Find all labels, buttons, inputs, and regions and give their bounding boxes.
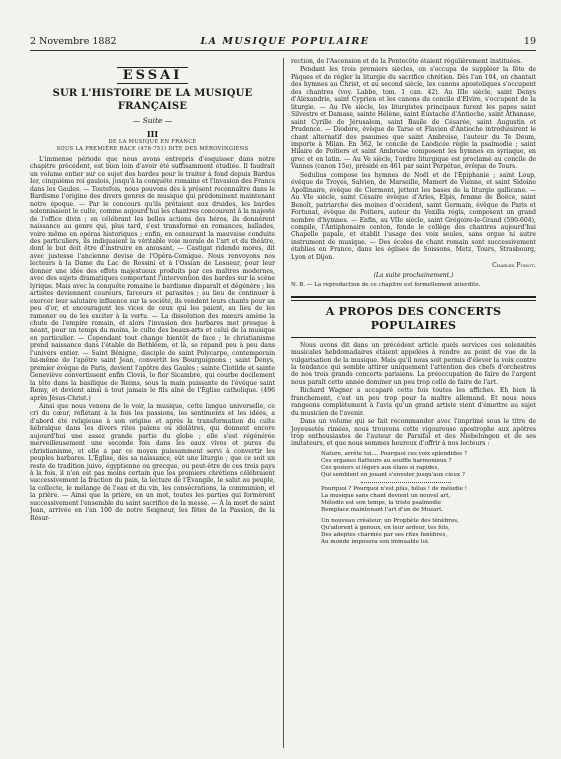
concerts-title: A PROPOS DES CONCERTS POPULAIRES [325,304,502,332]
continuation-note: (La suite prochainement.) [373,271,454,279]
poem-line: Qui semblent en jouant s'envoler jusqu'aux cieux ? [321,471,465,478]
article-paragraph: Ainsi que nous venons de le voir, la musique, cette langue universelle, ce cri du cœur, reflétant à la fois les passions, les sentiments et les idées, a d'abord été religieuse à son origine et après la transformation du culte hébraïque dans les divers rites païens ou idolâtres, qui donnent encore aujourd'hui une assez grande partie du globe ; elle s'est régénérée merveilleusement une seconde fois dans les eaux vives et pures du christianisme, et elle a par ce moyen puissamment servi à convertir les peuples barbares. L'Église, dès sa naissance, eût une liturgie ; que ce soit un reste de tradition juive, égyptienne ou grecque, ou peut-être de ces trois pays à la fois, il n'en est pas moins certain que les premiers chrétiens célébraient successivement la fraction du pain, la lecture de l'Évangile, le salut au peuple, la collecte, le mélange de l'eau et du vin, les consécrations, la communion, et la prière. — Ainsi que la prière, en un mot, toutes les parties qui formèrent successivement l'ensemble du saint sacrifice de la messe. — À la mort de saint Jean, arrivée en l'an 100 de notre Seigneur, les fêtes de la Passion, de la Résur- [30,402,275,522]
left-column [30,58,275,522]
poem-line: Nature, arrête toi.... Pourquoi ces voix splendides ? [321,450,467,457]
article-paragraph: Pendant les trois premiers siècles, on s'occupa de suppléer la fête de Pâques et de régler la liturgie du sacrifice chrétien. Dès l'an 104, on chantait des hymnes au Christ, et au second siècle, les canons apostoliques s'occupent des chantres (voy. Labbe, tom. 1 can. 42). Au IIIe siècle, saint Denys d'Alexandrie, saint Cyprien et les canons du concile d'Elvire, s'occupent de la liturgie. — Au IVe siècle, les liturgistes principaux furent les papes saint Silvestre et Damase, sainte Hélène, saint Eustache d'Antioche, saint Athanase, saint Cyrille de Jérusalem, saint Basile de Césarée, saint Augustin et Prudence. — Diodore, évêque de Tarse et Flavien d'Antioche introduisirent le chant alternatif des psaumes que saint Ambroise, l'auteur du Te Deum, importe à Milan. En 362, le concile de Laodicée règle la psalmodie ; saint Hilaire de Poitiers et saint Ambroise composent les hymnes en syriaque, en grec et en latin. — Au Ve siècle, l'ordre liturgique est proclamé au concile de Vannes (canon 15e), présidé en 461 par saint Perpétue, évêque de Tours. [291,66,536,171]
poem-line: Des adeptes charmés par ses rites funèbres, [321,531,448,538]
poem [321,451,536,546]
reproduction-notice: N. B. — La reproduction de ce chapitre est formellement interdite. [291,282,481,289]
page-number: 19 [523,36,536,47]
chapter-number: III [146,129,159,139]
article-paragraph: L'immense période que nous avons entrepris d'esquisser dans notre chapitre précédent, est bien loin d'avoir été suffisamment étudiée. Il faudrait un volume entier sur ce sujet des bardes pour le traiter à fond depuis Bardus Ier, cinquième roi gaulois, jusqu'à la conquête romaine et l'invasion des Francs dans les Gaules. — Toutefois, nous pouvons dès à présent reconnaître dans le Bardisme l'origine des divers genres de musique qui prédominent maintenant notre époque. — Par le concours qu'ils prêtaient aux druides, les bardes solennisaient le culte, comme aujourd'hui les chantres concourent à la majesté de l'office divin ; en célébrant les belles actions des héros, ils donnèrent naissance au genre qui, plus tard, s'est transformé en romances, ballades, voire même en opéras historiques ; enfin, en censurant la mauvaise conduite des particuliers, ils indiquaient la véritable voie morale de l'art et du théâtre, dont le but doit être d'instruire en amusant. — Castigat ridendo mores, dit avec justesse l'ancienne devise de l'Opéra-Comique. Nous renvoyons nos lecteurs à la Dame du Lac de Rossini et à l'Ossian de Lesueur, pour leur donner une idée des effets majestueux produits par ces maîtres modernes, avec des sujets dramatiques comportant l'intervention des bardes sur la scène lyrique. Mais avec la conquête romaine le bardisme disparaît et dégénère ; les artistes deviennent coureurs, farceurs et parasites ; au lieu de continuer à exercer leur salutaire influence sur la société, ils vendent leurs chants pour un peu d'or, et encouragent les vices de ceux qui les paient, au lieu de les ramener ou de les exciter à la vertu. — La dissolution des mœurs amène la chute de l'empire romain, et alors l'invasion des barbares met presque à néant, pour un temps du moins, le culte des beaux-arts et celui de la musique en particulier. — Cependant tout change bientôt de face ; le christianisme prend naissance dans l'étable de Bethléem, et là, se répand peu à peu dans l'univers entier. — Saint Bénigne, disciple de saint Polycarpe, contemporain lui-même de l'apôtre saint Jean, convertit les Bourguignons ; saint Denys, premier évêque de Paris, devient l'apôtre des Gaules ; sainte Clotilde et sainte Geneviève convertissent enfin Clovis, le fier Sicambre, qui courbe docilement la tête dans la basilique de Reims, sous la main puissante de l'évêque saint Remy, et devient ainsi à tout jamais le fils aîné de l'Église catholique. (496 après Jésus-Christ.) [30,156,275,402]
right-column [291,58,536,546]
poem-line: Remplace maintenant l'art d'un de Mozart. [321,506,444,513]
section-rule [291,300,536,301]
issue-date: 2 Novembre 1882 [30,36,117,47]
newspaper-page [30,34,536,744]
concerts-paragraph: Nous avons dit dans un précédent article quels services ces solennités musicales hebdomadaires étaient appelées à rendre au point de vue de la vulgarisation de la musique. Mais qu'il nous soit permis d'élever la voix contre la tendance qui semble attirer uniquement l'attention des chefs d'orchestres de nos trois grands concerts parisiens. La préoccupation de faire de l'argent nous paraît cette année dominer un peu trop celle de faire de l'art. [291,341,536,386]
section-rule [291,296,536,298]
poem-line: Un nouveau créateur, un Prophète des ténèbres, [321,517,459,524]
poem-line: Ces gosiers si légers aux élans si rapides, [321,464,440,471]
article-title: SUR L'HISTOIRE DE LA MUSIQUE FRANÇAISE [52,88,253,112]
poem-line: Pourquoi ? Pourquoi n'est plus, hélas ! de mélodie ! [321,485,467,492]
article-suite: — Suite — [132,116,173,125]
poem-line: La musique sans chant devient un nouvel art, [321,492,451,499]
poem-line: Qu'adorent à genoux, en leur ardeur, tes fols, [321,524,450,531]
article-label: ESSAI [30,68,275,83]
article-paragraph: Sedulius compose les hymnes de Noël et de l'Épiphanie ; saint Loup, évêque de Troyes, Salvien, de Marseille, Mamert de Vienne, et saint Sidoine Apollinaire, évêque de Clermont, jettent les bases de la liturgie gallicane. — Au VIe siècle, saint Césaire évêque d'Arles, Elpis, femme de Boëce, saint Benoît, patriarche des moines d'occident, saint Germain, évêque de Paris et Fortunat, évêque de Poitiers, auteur du Vexilla régis, composent un grand nombre d'hymnes. — Enfin, au VIIe siècle, saint Grégoire-le-Grand (590-604), compile, l'Antiphonaire centon, fonde le collège des chantres aujourd'hui Chapelle papale, et établit l'usage des voix seules, sans orgue ni autre instrument de musique. — Des écoles de chant romain sont successivement établies en France, dans les églises de Soissons, Metz, Tours, Strasbourg, Lyon et Dijon. [291,171,536,261]
poem-line: Mélodie est son temps, la triste psalmodie [321,499,442,506]
concerts-paragraph: Dans un volume qui se fait recommander avec l'imprimé sous le titre de Joyeusetés rimées, nous trouvons cette vigoureuse apostrophe aux apôtres trop enthousiastes de l'auteur de Parsifal et des Niebelungen et de ses imitateurs, et que nous sommes heureux d'offrir à nos lecteurs : [291,418,536,448]
running-header [30,34,536,51]
poem-separator [361,482,451,483]
column-divider [283,58,284,748]
article-paragraph: rection, de l'Ascension et de la Pentecôte étaient régulièrement instituées. [291,58,523,65]
poem-line: Ces organes flatteurs au souffle harmonieux ? [321,457,452,464]
section-rule [291,337,536,338]
poem-line: Au monde imposera son immuable loi. [321,538,430,545]
concerts-paragraph: Richard Wagner a accaparé cette fois toutes les affiches. Eh bien là franchement, c'est un peu trop pour la maître allemand. Et nous nous rangeons complètement à l'avis qu'un grand artiste vient d'émettre au sujet du musicien de l'avenir. [291,387,536,417]
chapter-heading-line2: SOUS LA PREMIÈRE RACE (476-751) DITE DES MÉROVINGIENS [56,146,249,152]
author-signature: Charles Poisot. [492,262,536,270]
chapter-heading-line1: DE LA MUSIQUE EN FRANCE [108,139,197,145]
journal-title: LA MUSIQUE POPULAIRE [200,36,370,47]
